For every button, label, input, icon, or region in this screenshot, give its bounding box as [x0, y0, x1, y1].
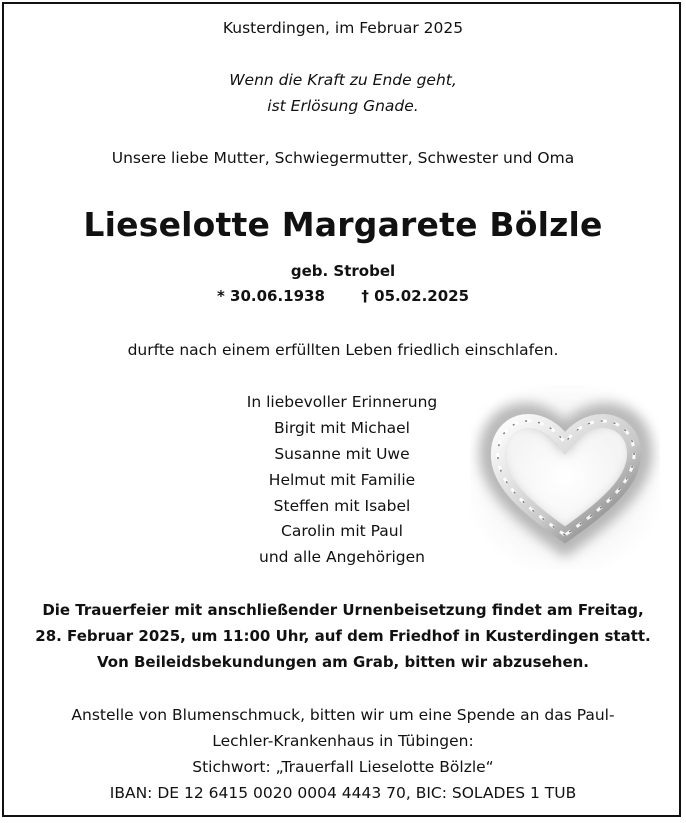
life-dates: [0, 287, 686, 305]
ceremony-line-1: Die Trauerfeier mit anschließender Urnenbeisetzung findet am Freitag,: [42, 601, 644, 619]
place-date: Kusterdingen, im Februar 2025: [222, 19, 464, 37]
mourner-line: Helmut mit Familie: [268, 471, 416, 489]
donation-keyword: Stichwort: „Trauerfall Lieselotte Bölzle“: [192, 758, 494, 776]
birth-date: * 30.06.1938: [216, 287, 325, 305]
ceremony-line-2: 28. Februar 2025, um 11:00 Uhr, auf dem Friedhof in Kusterdingen statt.: [35, 627, 651, 645]
passing-text: durfte nach einem erfüllten Leben friedlich einschlafen.: [127, 341, 559, 359]
ceremony-line-3: Von Beileidsbekundungen am Grab, bitten wir abzusehen.: [97, 653, 589, 671]
mourner-line: und alle Angehörigen: [259, 548, 425, 566]
mourner-line: Susanne mit Uwe: [274, 445, 410, 463]
heart-wreath-icon: [470, 385, 660, 570]
deceased-name: Lieselotte Margarete Bölzle: [83, 205, 603, 244]
maiden-name: geb. Strobel: [290, 262, 396, 280]
bank-details: IBAN: DE 12 6415 0020 0004 4443 70, BIC: SOLADES 1 TUB: [109, 784, 577, 802]
death-date: † 05.02.2025: [361, 287, 470, 305]
donation-line-2: Lechler-Krankenhaus in Tübingen:: [212, 732, 474, 750]
verse-line-1: Wenn die Kraft zu Ende geht,: [229, 71, 457, 89]
verse-line-2: ist Erlösung Gnade.: [267, 97, 419, 115]
intro-text: Unsere liebe Mutter, Schwiegermutter, Schwester und Oma: [111, 149, 575, 167]
mourner-line: Birgit mit Michael: [274, 419, 410, 437]
mourner-line: In liebevoller Erinnerung: [246, 393, 438, 411]
mourner-line: Steffen mit Isabel: [273, 497, 411, 515]
donation-line-1: Anstelle von Blumenschmuck, bitten wir um eine Spende an das Paul-: [71, 706, 615, 724]
mourner-line: Carolin mit Paul: [281, 522, 403, 540]
